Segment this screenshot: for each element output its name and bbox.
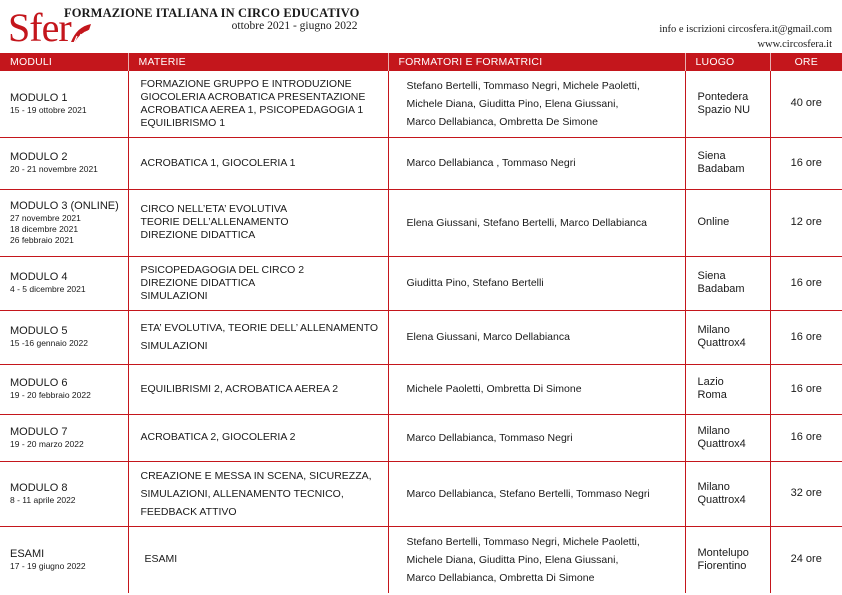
column-header: LUOGO	[685, 53, 770, 71]
location-line: Milano	[697, 480, 730, 493]
subject-line: GIOCOLERIA ACROBATICA PRESENTAZIONE	[140, 90, 366, 103]
subject-line: EQUILIBRISMI 2, ACROBATICA AEREA 2	[140, 382, 339, 395]
module-cell	[0, 414, 128, 461]
location-cell	[685, 189, 770, 256]
subject-line: ACROBATICA 2, GIOCOLERIA 2	[140, 431, 296, 443]
subjects-cell	[128, 137, 388, 189]
subject-line: DIREZIONE DIDATTICA	[140, 276, 256, 289]
trainers-line: Marco Dellabianca, Tommaso Negri	[406, 431, 573, 444]
subject-line: SIMULAZIONI	[140, 289, 208, 302]
location-line: Montelupo	[697, 546, 749, 559]
trainers-line: Michele Diana, Giuditta Pino, Elena Giussani,	[406, 553, 619, 566]
module-date: 15 -16 gennaio 2022	[10, 338, 88, 348]
column-header: MATERIE	[128, 53, 388, 71]
subject-line: CIRCO NELL’ETA’ EVOLUTIVA	[140, 203, 288, 215]
column-header: ORE	[770, 53, 842, 71]
subject-line: FEEDBACK ATTIVO	[140, 505, 237, 518]
trainers-line: Giuditta Pino, Stefano Bertelli	[406, 277, 544, 289]
module-date: 19 - 20 marzo 2022	[10, 438, 84, 449]
hours-cell: 16 ore	[770, 310, 842, 364]
subjects-cell	[128, 364, 388, 414]
location-line: Roma	[697, 389, 727, 401]
page-title: FORMAZIONE ITALIANA IN CIRCO EDUCATIVO	[64, 6, 360, 20]
location-line: Badabam	[697, 283, 745, 295]
module-cell	[0, 461, 128, 526]
location-cell	[685, 256, 770, 310]
location-line: Quattrox4	[697, 493, 746, 506]
trainers-cell	[388, 189, 685, 256]
module-cell	[0, 256, 128, 310]
table-header-row	[0, 53, 842, 71]
module-name: MODULO 2	[10, 151, 68, 163]
course-dates: ottobre 2021 - giugno 2022	[231, 20, 358, 32]
module-cell	[0, 364, 128, 414]
trainers-cell	[388, 364, 685, 414]
location-cell	[685, 526, 770, 593]
module-date: 27 novembre 2021	[10, 212, 81, 223]
subject-line: CREAZIONE E MESSA IN SCENA, SICUREZZA,	[140, 469, 372, 482]
trainers-cell	[388, 526, 685, 593]
location-line: Milano	[697, 324, 730, 336]
module-name: MODULO 4	[10, 271, 68, 283]
module-cell	[0, 71, 128, 137]
subject-line: PSICOPEDAGOGIA DEL CIRCO 2	[140, 263, 305, 276]
module-name: MODULO 8	[10, 481, 68, 494]
email-line[interactable]: info e iscrizioni circosfera.it@gmail.com	[659, 24, 832, 35]
location-line: Siena	[697, 270, 726, 282]
hours-cell: 16 ore	[770, 364, 842, 414]
hours-cell: 16 ore	[770, 137, 842, 189]
location-cell	[685, 310, 770, 364]
location-line: Siena	[697, 150, 726, 162]
location-cell	[685, 364, 770, 414]
trainers-line: Elena Giussani, Marco Dellabianca	[406, 331, 570, 343]
location-line: Pontedera	[697, 90, 749, 103]
table-row	[0, 71, 842, 137]
module-cell	[0, 526, 128, 593]
trainers-cell	[388, 71, 685, 137]
location-line: Online	[697, 216, 730, 228]
subject-line: ACROBATICA 1, GIOCOLERIA 1	[140, 156, 296, 169]
module-date: 17 - 19 giugno 2022	[10, 560, 86, 571]
module-date: 20 - 21 novembre 2021	[10, 164, 98, 174]
trainers-line: Michele Paoletti, Ombretta Di Simone	[406, 383, 582, 395]
subject-line: DIREZIONE DIDATTICA	[140, 229, 256, 241]
trainers-line: Marco Dellabianca , Tommaso Negri	[406, 157, 576, 169]
hours-cell: 16 ore	[770, 414, 842, 461]
subject-line: SIMULAZIONI	[140, 340, 208, 352]
location-line: Quattrox4	[697, 437, 746, 450]
subjects-cell	[128, 461, 388, 526]
subject-line: ESAMI	[144, 553, 178, 566]
module-date: 18 dicembre 2021	[10, 223, 79, 234]
subjects-cell	[128, 71, 388, 137]
hours-cell: 24 ore	[790, 553, 822, 566]
table-row	[0, 414, 842, 461]
module-name: MODULO 7	[10, 425, 68, 438]
subjects-cell	[128, 310, 388, 364]
hours-cell: 40 ore	[770, 71, 842, 137]
module-date: 15 - 19 ottobre 2021	[10, 104, 87, 115]
table-row	[0, 461, 842, 526]
trainers-line: Marco Dellabianca, Ombretta De Simone	[406, 115, 598, 128]
location-line: Spazio NU	[697, 103, 751, 116]
module-date: 4 - 5 dicembre 2021	[10, 284, 86, 294]
subjects-cell	[128, 526, 388, 593]
subject-line: EQUILIBRISMO 1	[140, 116, 226, 129]
subject-line: TEORIE DELL’ALLENAMENTO	[140, 216, 289, 228]
module-name: ESAMI	[10, 547, 45, 560]
module-name: MODULO 5	[10, 325, 68, 337]
module-date: 19 - 20 febbraio 2022	[10, 390, 91, 400]
contact-info	[659, 22, 832, 52]
module-name: MODULO 6	[10, 377, 68, 389]
column-header: FORMATORI E FORMATRICI	[388, 53, 685, 71]
trainers-line: Marco Dellabianca, Ombretta Di Simone	[406, 571, 595, 584]
table-row	[0, 364, 842, 414]
module-date: 8 - 11 aprile 2022	[10, 494, 76, 505]
trainers-line: Michele Diana, Giuditta Pino, Elena Giussani,	[406, 97, 619, 110]
website-link[interactable]: www.circosfera.it	[757, 39, 832, 50]
subject-line: ETA’ EVOLUTIVA, TEORIE DELL’ ALLENAMENTO	[140, 322, 378, 334]
trainers-cell	[388, 137, 685, 189]
logo-text: Sfer	[8, 5, 71, 50]
subject-line: ACROBATICA AEREA 1, PSICOPEDAGOGIA 1	[140, 103, 364, 116]
location-cell	[685, 71, 770, 137]
trainers-line: Stefano Bertelli, Tommaso Negri, Michele Paoletti,	[406, 79, 640, 92]
location-line: Badabam	[697, 163, 745, 175]
table-row	[0, 526, 842, 593]
page-header	[0, 0, 842, 53]
table-row	[0, 256, 842, 310]
location-line: Lazio	[697, 376, 724, 388]
location-line: Milano	[697, 424, 730, 437]
schedule-table	[0, 53, 842, 593]
hours-cell: 16 ore	[770, 256, 842, 310]
table-row	[0, 310, 842, 364]
trainers-line: Marco Dellabianca, Stefano Bertelli, Tommaso Negri	[406, 487, 650, 500]
trainers-line: Stefano Bertelli, Tommaso Negri, Michele Paoletti,	[406, 535, 640, 548]
location-cell	[685, 137, 770, 189]
location-line: Fiorentino	[697, 559, 747, 572]
table-row	[0, 189, 842, 256]
location-line: Quattrox4	[697, 337, 746, 349]
subjects-cell	[128, 189, 388, 256]
module-date: 26 febbraio 2021	[10, 234, 74, 245]
table-row	[0, 137, 842, 189]
subjects-cell	[128, 256, 388, 310]
trainers-cell	[388, 310, 685, 364]
module-cell	[0, 310, 128, 364]
module-cell	[0, 189, 128, 256]
subject-line: SIMULAZIONI, ALLENAMENTO TECNICO,	[140, 487, 344, 500]
module-name: MODULO 1	[10, 91, 68, 104]
trainers-line: Elena Giussani, Stefano Bertelli, Marco Dellabianca	[406, 216, 647, 229]
trainers-cell	[388, 414, 685, 461]
module-cell	[0, 137, 128, 189]
column-header: MODULI	[0, 53, 128, 71]
location-cell	[685, 461, 770, 526]
subjects-cell	[128, 414, 388, 461]
trainers-cell	[388, 461, 685, 526]
trainers-cell	[388, 256, 685, 310]
title-block	[64, 6, 359, 33]
hours-cell: 12 ore	[770, 189, 842, 256]
subject-line: FORMAZIONE GRUPPO E INTRODUZIONE	[140, 77, 352, 90]
hours-cell: 32 ore	[770, 461, 842, 526]
module-name: MODULO 3 (ONLINE)	[10, 199, 119, 212]
location-cell	[685, 414, 770, 461]
